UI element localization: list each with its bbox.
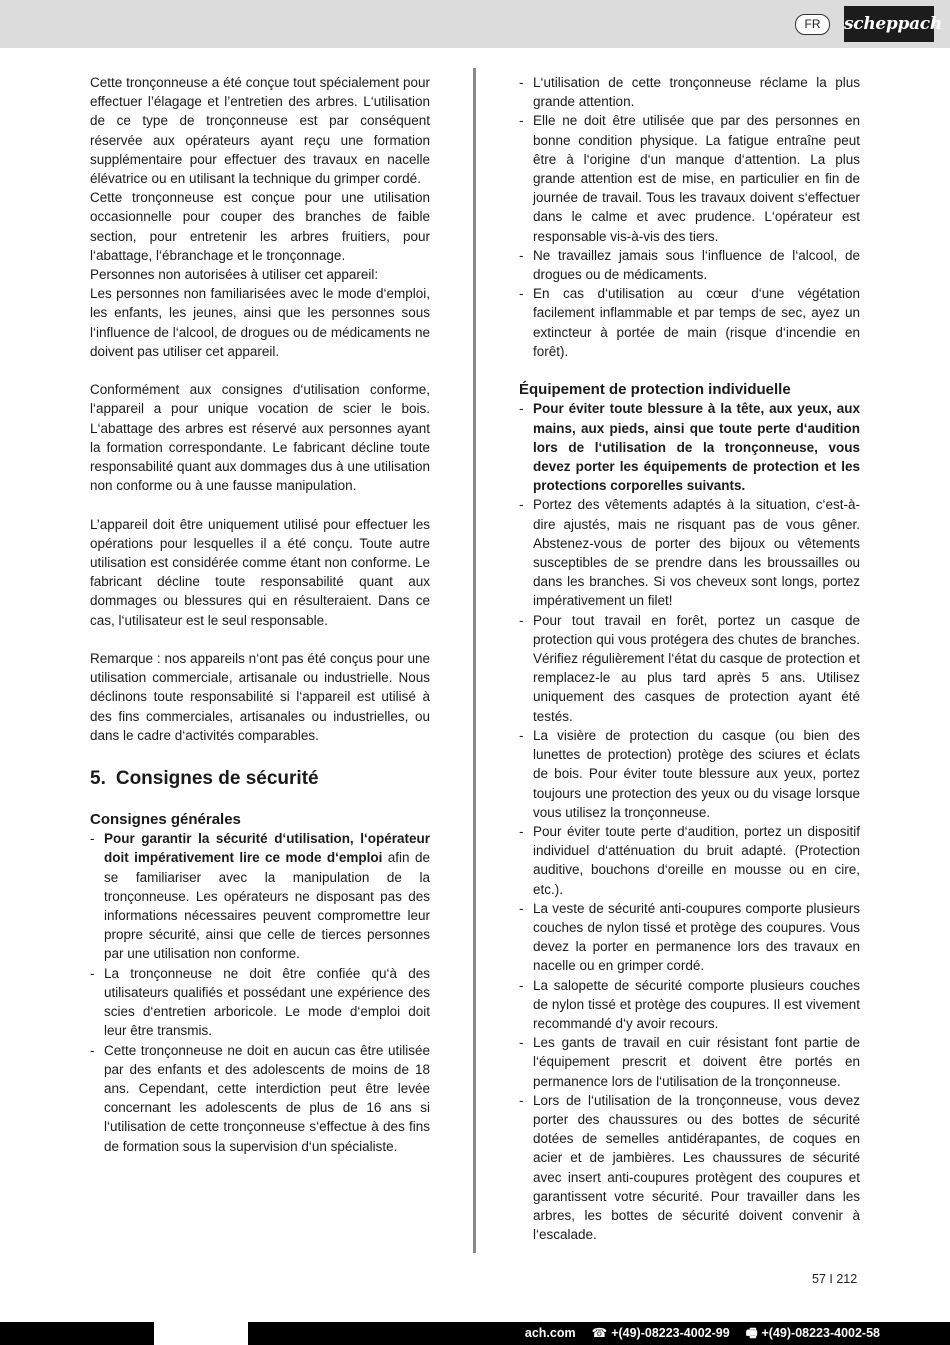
left-column bbox=[90, 73, 430, 1156]
list-item: - La salopette de sécurité comporte plusieurs couches de nylon tissé et protège des coupures. Il est vivement recommandé d‘y avoir recours. bbox=[519, 976, 860, 1034]
footer-fax: +(49)-08223-4002-58 bbox=[761, 1326, 880, 1340]
list-item: - Pour éviter toute blessure à la tête, aux yeux, aux mains, aux pieds, ainsi que toute perte d‘audition lors de l‘utilisation de la tronçonneuse, vous devez porter les équipements de protection et les protections corporelles suivants. bbox=[519, 399, 860, 495]
footer-gap bbox=[154, 1322, 248, 1345]
list-item: - L‘utilisation de cette tronçonneuse réclame la plus grande attention. bbox=[519, 73, 860, 111]
list-item: - Les gants de travail en cuir résistant font partie de l‘équipement prescrit et doivent être portés en permanence lors de l‘utilisation de la tronçonneuse. bbox=[519, 1033, 860, 1091]
footer-contact bbox=[525, 1322, 880, 1345]
paragraph: Remarque : nos appareils n‘ont pas été conçus pour une utilisation commerciale, artisanale ou industrielle. Nous déclinons toute responsabilité si l‘appareil est utilisé à des fins commerciales, artisanales ou industrielles, ou dans le cadre d‘activités comparables. bbox=[90, 651, 430, 743]
list-item: - Ne travaillez jamais sous l‘influence de l‘alcool, de drogues ou de médicaments. bbox=[519, 246, 860, 284]
list-item: - Pour éviter toute perte d‘audition, portez un dispositif individuel d‘atténuation du bruit adapté. (Protection auditive, bouchons d‘oreille en mousse ou en cire, etc.). bbox=[519, 822, 860, 899]
list-item: - Cette tronçonneuse ne doit en aucun cas être utilisée par des enfants et des adolescents de moins de 18 ans. Cependant, cette interdiction peut être levée concernant les adolescents de plus de 16 ans si l‘utilisation de cette tronçonneuse s‘effectue à des fins de formation sous la supervision d‘un spécialiste. bbox=[90, 1041, 430, 1156]
header-bar bbox=[0, 0, 950, 48]
paragraph: Cette tronçonneuse est conçue pour une utilisation occasionnelle pour couper des branches de faible section, pour entretenir les arbres fruitiers, pour l‘abattage, l‘ébranchage et le tronçonnage. bbox=[90, 190, 430, 263]
footer-website: ach.com bbox=[524, 1326, 576, 1340]
paragraph: Conformément aux consignes d‘utilisation conforme, l‘appareil a pour unique vocation de scier le bois. L‘abattage des arbres est réservé aux personnes ayant la formation correspondante. Le fabricant décline toute responsabilité quant aux dommages dus à une utilisation non conforme ou à une fausse manipulation. bbox=[90, 382, 430, 494]
list-item: - Lors de l‘utilisation de la tronçonneuse, vous devez porter des chaussures ou des bottes de sécurité dotées de semelles antidérapantes, de coques en acier et de jambières. Les chaussures de sécurité avec insert anti-coupures protègent des coupures et garantissent votre sécurité. Pour travailler dans les arbres, les bottes de sécurité doivent convenir à l‘escalade. bbox=[519, 1091, 860, 1245]
subsection-heading: Consignes générales bbox=[90, 811, 241, 829]
safety-list bbox=[90, 829, 430, 1155]
fax-icon: 🖷 bbox=[745, 1326, 758, 1340]
section-title: Consignes de sécurité bbox=[115, 768, 319, 790]
paragraph: Les personnes non familiarisées avec le mode d‘emploi, les enfants, les jeunes, ainsi que les personnes sous l‘influence de l‘alcool, de drogues ou de médicaments ne doivent pas utiliser cet appareil. bbox=[90, 286, 430, 359]
list-item: - En cas d‘utilisation au cœur d‘une végétation facilement inflammable et par temps de sec, ayez un extincteur à portée de main (risque d‘incendie en forêt). bbox=[519, 284, 860, 361]
list-item: - Elle ne doit être utilisée que par des personnes en bonne condition physique. La fatigue entraîne peut être à l‘origine d‘un manque d‘attention. La plus grande attention est de mise, en particulier en fin de journée de travail. Tous les travaux doivent s‘effectuer dans le calme et avec prudence. L‘opérateur est responsable vis-à-vis des tiers. bbox=[519, 111, 860, 245]
equipment-list bbox=[519, 399, 860, 1244]
footer-phone: +(49)-08223-4002-99 bbox=[611, 1326, 730, 1340]
list-item: - La tronçonneuse ne doit être confiée qu‘à des utilisateurs qualifiés et possédant une expérience des scies d‘entretien arboricole. Le mode d‘emploi doit leur être transmis. bbox=[90, 964, 430, 1041]
paragraph: L’appareil doit être uniquement utilisé pour effectuer les opérations pour lesquelles il a été conçu. Toute autre utilisation est considérée comme étant non conforme. Le fabricant décline toute responsabilité quant aux dommages ou blessures qui en résulteraient. Dans ce cas, l‘utilisateur est le seul responsable. bbox=[90, 516, 430, 628]
column-divider bbox=[473, 68, 476, 1253]
paragraph: Cette tronçonneuse a été conçue tout spécialement pour effectuer l’élagage et l’entretien des arbres. L‘utilisation de ce type de tronçonneuse est par conséquent réservée aux opérateurs ayant reçu une formation supplémentaire pour effectuer des travaux en nacelle élévatrice ou en utilisant la technique du grimper cordé. bbox=[90, 75, 430, 187]
language-badge: FR bbox=[795, 14, 830, 35]
phone-icon: ☎ bbox=[591, 1326, 608, 1340]
brand-logo: scheppach bbox=[844, 6, 934, 42]
paragraph: Personnes non autorisées à utiliser cet appareil: bbox=[90, 267, 379, 283]
section-number: 5. bbox=[90, 768, 106, 790]
safety-list bbox=[519, 73, 860, 361]
section-heading bbox=[90, 768, 430, 790]
list-item: - Portez des vêtements adaptés à la situation, c‘est-à-dire ajustés, mais ne risquant pas de vous gêner. Abstenez-vous de porter des bijoux ou vêtements susceptibles de se prendre dans les broussailles ou dans les branches. Si vos cheveux sont longs, portez impérativement un filet! bbox=[519, 495, 860, 610]
list-item: - Pour tout travail en forêt, portez un casque de protection qui vous protégera des chutes de branches. Vérifiez régulièrement l‘état du casque de protection et remplacez-le au plus tard après 5 ans. Utilisez uniquement des casques de protection ayant été testés. bbox=[519, 611, 860, 726]
right-column bbox=[519, 73, 860, 1244]
subsection-heading: Équipement de protection individuelle bbox=[519, 381, 791, 399]
list-item: - La veste de sécurité anti-coupures comporte plusieurs couches de nylon tissé et protège des coupures. Vous devez la porter en permanence lors des travaux en nacelle ou en grimper cordé. bbox=[519, 899, 860, 976]
list-item: - Pour garantir la sécurité d‘utilisation, l‘opérateur doit impérativement lire ce mode d‘emploi afin de se familiariser avec la manipulation de la tronçonneuse. Les opérateurs ne disposant pas des informations nécessaires peuvent compromettre leur propre sécurité, ainsi que celle de tierces personnes par une utilisation non conforme. bbox=[90, 829, 430, 963]
list-item: - La visière de protection du casque (ou bien des lunettes de protection) protège des sciures et éclats de bois. Pour éviter toute blessure aux yeux, portez toujours une protection des yeux ou du visage lorsque vous utilisez la tronçonneuse. bbox=[519, 726, 860, 822]
page-number: 57 I 212 bbox=[812, 1272, 858, 1286]
